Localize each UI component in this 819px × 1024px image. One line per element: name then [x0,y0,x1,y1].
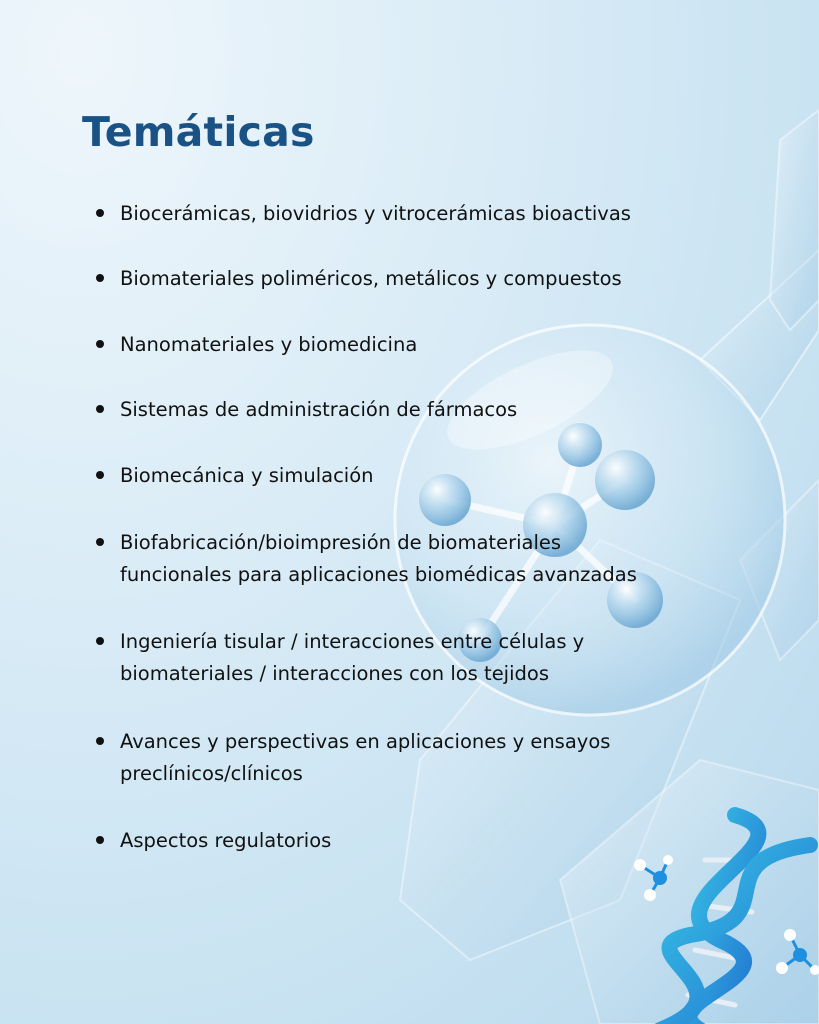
list-item-text: Biomateriales poliméricos, metálicos y compuestos [120,267,622,290]
bullet-icon [96,405,104,413]
bullet-icon [96,637,104,645]
list-item [96,527,736,591]
list-item-text: Biofabricación/bioimpresión de biomateriales funcionales para aplicaciones biomédicas avanzadas [120,531,637,586]
list-item-text: Biocerámicas, biovidrios y vitrocerámicas bioactivas [120,202,631,225]
list-item [96,263,736,295]
list-item [96,198,736,230]
list-item-text: Nanomateriales y biomedicina [120,333,418,356]
list-item [96,726,736,790]
bullet-icon [96,737,104,745]
bullet-icon [96,209,104,217]
bullet-icon [96,274,104,282]
list-item-text: Aspectos regulatorios [120,829,332,852]
bullet-icon [96,836,104,844]
list-item [96,394,736,426]
list-item-text: Avances y perspectivas en aplicaciones y ensayos preclínicos/clínicos [120,730,611,785]
bullet-icon [96,340,104,348]
list-item-text: Sistemas de administración de fármacos [120,398,518,421]
list-item [96,460,736,492]
list-item [96,329,736,361]
bullet-icon [96,538,104,546]
list-item-text: Ingeniería tisular / interacciones entre células y biomateriales / interacciones con los tejidos [120,630,585,685]
list-item [96,626,736,690]
list-item-text: Biomecánica y simulación [120,464,374,487]
page-title: Temáticas [82,108,315,156]
bullet-icon [96,471,104,479]
list-item [96,825,736,857]
